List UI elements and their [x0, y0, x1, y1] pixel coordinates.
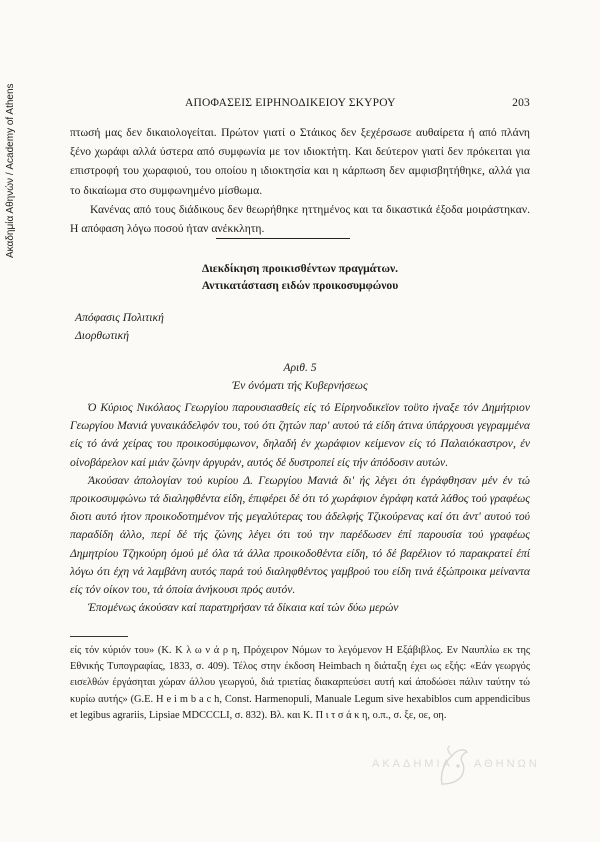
decision-invocation: Έν όνόματι τής Κυβερνήσεως — [232, 379, 368, 392]
decision-kind-line: Διορθωτική — [75, 329, 129, 342]
body-text — [70, 123, 530, 238]
decision-kind-line: Απόφασις Πολιτική — [75, 311, 164, 324]
decision-number: Αριθ. 5 — [283, 361, 317, 374]
section-separator — [216, 238, 350, 239]
section-title-line: Διεκδίκηση προικισθέντων πραγμάτων. — [201, 262, 399, 275]
footnote-rule — [70, 636, 128, 637]
page-number: 203 — [512, 97, 530, 109]
body-paragraph: πτωσή μας δεν δικαιολογείται. Πρώτον γιατί ο Στάικος δεν ξεχέρσωσε αυθαίρετα ή από πλάνη ξένο χωράφι αλλά ύστερα από συμφωνία με τον ιδιοκτήτη. Και δεύτερον γιατί δεν πρόκειται για επιστροφή του χωραφιού, του οποίου η ιδιοκτησία και η κάρπωση δεν αμφισβητήθηκε, αλλά για το δικαίωμα στο συμφωνημένο μίσθωμα. — [70, 126, 530, 197]
archive-side-label: Ακαδημία Αθηνών / Academy of Athens — [5, 83, 16, 258]
decision-paragraph: Ό Κύριος Νικόλαος Γεωργίου παρουσιασθείς είς τό Είρηνοδικεϊον τοϋτο ήναξε τόν Δημήτριον Γεωργίου Μανιά γυναικάδελφόν του, τού ότι ζητών παρ' αυτού τά είδη άτινα ύπάρχουσι γεγραμμένα είς τό άνά χείρας του προικοσύμφωνον, δηλαδή έν χωράφιον κείμενον είς τό Παλαιόκαστρον, έν οίνοβάρελον καί μιάν ζώνην άργυράν, αυτός δέ δυστροπεί είς τήν άπόδοσιν αυτών. — [70, 401, 530, 469]
decision-paragraph: Άκούσαν άπολογίαν τού κυρίου Δ. Γεωργίου Μανιά δι' ής λέγει ότι έγράφθησαν μέν έν τώ προικοσυμφώνω τά διαληφθέντα είδη, έπιφέρει δέ ότι τό χωράφιον έγράφη κατά λάθος τού γραφέως διοτι αυτό ήτον προικοδοτημένον τής μεγαλύτερας του άδελφής Τζικούρενας καί ότι άντ' αυτού τού παραδίδη άλλο, περί δέ τής ζώνης λέγει ότι τού την παρέδωσεν έπί παρουσία τού γραφέως Δημητρίου Τζηκούρη όμού μέ όλα τά άλλα προικοδοθέντα είδη, τό δέ βαρέλιον τό παρακρατεί έπί λόγω ότι έχη νά λαμβάνη αυτός παρά τού διαληφθέντος γαμβρού του είδη τινά έξώπροικα μείναντα είς τόν οίκον του, τά όποία άνήκουσι πρός αυτόν. — [70, 473, 530, 597]
footnote-text: είς τόν κύριόν του» (Κ. Κ λ ω ν ά ρ η, Πρόχειρον Νόμων το λεγόμενον Η Εξάβιβλος. Εν Ναυπλίω εκ της Εθνικής Τυπογραφίας, 1833, σ. 409). Τέλος στην έκδοση Heimbach η διάταξη έχει ως εξής: «Εάν γεωργός εισελθών έργάσηται χώραν άλλου γεωργού, διά τριετίας διακαρπεύσει αυτή καί άποδώσει πάλιν ταύτην τώ κυρίω αυτής» (G.E. H e i m b a c h, Const. Harmenopuli, Manuale Legum sive hexabiblos cum appendicibus et legibus agrariis, Lipsiae MDCCCLI, σ. 832). Βλ. και Κ. Π ι τ σ ά κ η, ο.π., σ. ξε, οε, οη. — [70, 645, 530, 721]
academy-watermark — [362, 744, 562, 794]
athena-head-icon — [434, 744, 472, 790]
decision-paragraph: Έπομένως άκούσαν καί παρατηρήσαν τά δίκαια καί τών δύω μερών — [88, 601, 399, 615]
body-paragraph: Κανένας από τους διάδικους δεν θεωρήθηκε ηττημένος και τα δικαστικά έξοδα μοιράστηκαν. Η απόφαση λόγω ποσού ήταν ανέκκλητη. — [70, 202, 530, 236]
section-title-line: Αντικατάσταση ειδών προικοσυμφώνου — [201, 279, 399, 292]
running-title: ΑΠΟΦΑΣΕΙΣ ΕΙΡΗΝΟΔΙΚΕΙΟΥ ΣΚΥΡΟΥ — [185, 97, 396, 109]
section-title — [70, 260, 530, 294]
decision-kind — [75, 309, 164, 345]
decision-text — [70, 399, 530, 617]
watermark-right-text: ΑΘΗΝΩΝ — [474, 758, 540, 770]
footnote — [70, 643, 530, 724]
decision-heading — [70, 359, 530, 395]
watermark-left-text: ΑΚΑΔΗΜΙΑ — [372, 758, 453, 770]
